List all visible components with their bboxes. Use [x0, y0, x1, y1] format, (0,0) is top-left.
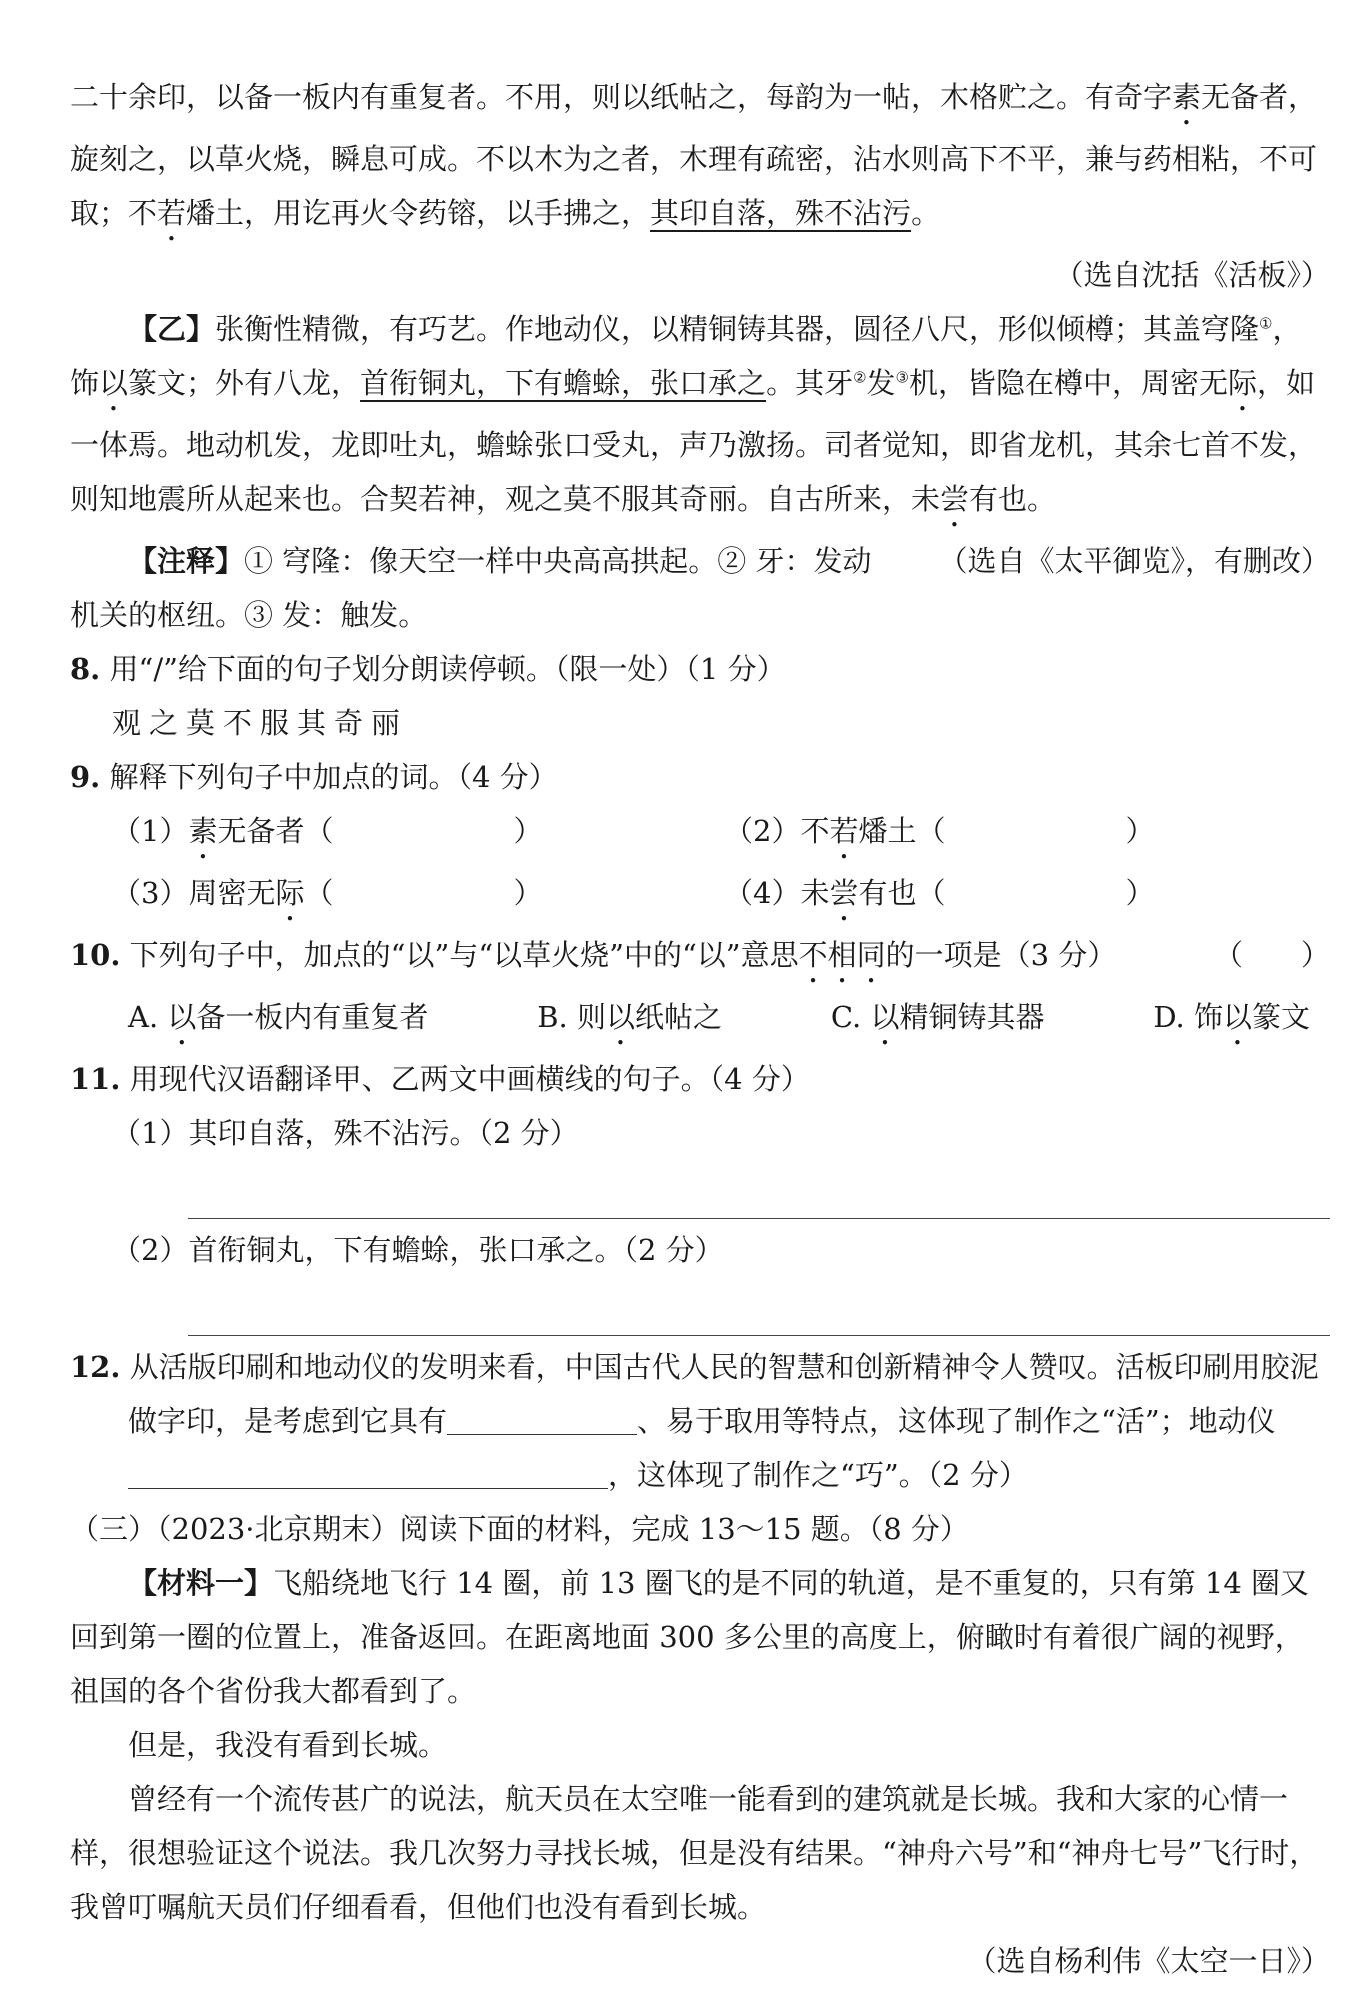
option-a[interactable]: A. 以备一板内有重复者 [128, 1000, 429, 1034]
source-yi: （选自《太平御览》，有删改） [938, 544, 1330, 578]
question-10-options [70, 990, 1330, 1052]
source-jia: （选自沈括《活板》） [1054, 258, 1330, 292]
material-1-para-1: 【材料一】飞船绕地飞行 14 圈，前 13 圈飞的是不同的轨道，是不重复的，只有第 14 圈又回到第一圈的位置上，准备返回。在距离地面 300 多公里的高度上，俯瞰时有着很广阔的视野，祖国的各个省份我大都看到了。 [70, 1566, 1310, 1708]
answer-paren[interactable]: （ ） [1213, 938, 1330, 972]
emphasis-char: 际 [1228, 366, 1258, 400]
question-11-sub-2: （2）首衔铜丸，下有蟾蜍，张口承之。（2 分） [112, 1233, 724, 1267]
question-12: 12. 从活版印刷和地动仪的发明来看，中国古代人民的智慧和创新精神令人赞叹。活板印刷用胶泥做字印，是考虑到它具有 、易于取用等特点，这体现了制作之“活”；地动仪，这体现了制作之“巧”。（2 分） [70, 1350, 1319, 1492]
q9-item-2: （2）不若燔土（ ） [724, 804, 1155, 866]
fill-blank-1[interactable] [447, 1400, 637, 1435]
answer-line-2[interactable] [188, 1277, 1330, 1336]
question-9: 9. 解释下列句子中加点的词。（4 分） [70, 760, 558, 794]
option-b[interactable]: B. 则以纸帖之 [537, 1000, 723, 1034]
answer-blank[interactable] [945, 873, 1125, 907]
question-8: 8. 用“/”给下面的句子划分朗读停顿。（限一处）（1 分） [70, 652, 786, 686]
fill-blank-2[interactable] [128, 1454, 608, 1489]
q9-item-3: （3）周密无际（ ） [112, 866, 724, 928]
emphasis-char: 以 [99, 366, 129, 400]
answer-blank[interactable] [333, 873, 513, 907]
answer-blank[interactable] [333, 811, 513, 845]
question-8-sentence: 观之莫不服其奇丽 [112, 706, 409, 740]
q9-item-4: （4）未尝有也（ ） [724, 866, 1155, 928]
option-d[interactable]: D. 饰以篆文 [1153, 1000, 1310, 1034]
question-11-sub-1: （1）其印自落，殊不沾污。（2 分） [112, 1116, 579, 1150]
question-10: 10. 下列句子中，加点的“以”与“以草火烧”中的“以”意思不相同的一项是（3 分） （ ） [70, 928, 1330, 990]
underlined-sentence-yi: 首衔铜丸，下有蟾蜍，张口承之 [360, 366, 767, 400]
answer-blank[interactable] [945, 811, 1125, 845]
passage-jia: 二十余印，以备一板内有重复者。不用，则以纸帖之，每韵为一帖，木格贮之。有奇字素无备者，旋刻之，以草火烧，瞬息可成。不以木为之者，木理有疏密，沾水则高下不平，兼与药相粘，不可取；不若燔土，用讫再火令药镕，以手拂之，其印自落，殊不沾污。 [70, 80, 1318, 230]
emphasis-char: 若 [157, 196, 187, 230]
option-c[interactable]: C. 以精铜铸其器 [830, 1000, 1045, 1034]
answer-line-1[interactable] [188, 1160, 1330, 1219]
material-1-para-2: 但是，我没有看到长城。 [128, 1728, 448, 1762]
passage-yi: 【乙】张衡性精微，有巧艺。作地动仪，以精铜铸其器，圆径八尺，形似倾樽；其盖穹隆①，饰以篆文；外有八龙，首衔铜丸，下有蟾蜍，张口承之。其牙②发③机，皆隐在樽中，周密无际，如一体焉。地动机发，龙即吐丸，蟾蜍张口受丸，声乃激扬。司者觉知，即省龙机，其余七首不发，则知地震所从起来也。合契若神，观之莫不服其奇丽。自古所来，未尝有也。 （选自《太平御览》，有删改） [70, 302, 1330, 534]
question-9-row-1 [70, 804, 1330, 866]
section-3-header: （三）（2023·北京期末）阅读下面的材料，完成 13～15 题。（8 分） [70, 1512, 969, 1546]
question-9-row-2 [70, 866, 1330, 928]
notes: 【注释】① 穹隆：像天空一样中央高高拱起。② 牙：发动机关的枢纽。③ 发：触发。 [70, 544, 872, 632]
exam-page [70, 70, 1330, 1988]
passage-label: 【乙】 [128, 312, 216, 346]
material-1-para-3: 曾经有一个流传甚广的说法，航天员在太空唯一能看到的建筑就是长城。我和大家的心情一样，很想验证这个说法。我几次努力寻找长城，但是没有结果。“神舟六号”和“神舟七号”飞行时，我曾叮嘱航天员们仔细看看，但他们也没有看到长城。 [70, 1782, 1319, 1924]
emphasis-char: 素 [1172, 80, 1202, 114]
q9-item-1: （1）素无备者（ ） [112, 804, 724, 866]
question-11: 11. 用现代汉语翻译甲、乙两文中画横线的句子。（4 分） [70, 1062, 810, 1096]
emphasis-char: 尝 [940, 482, 970, 516]
underlined-sentence-jia: 其印自落，殊不沾污 [650, 196, 912, 230]
source-material-1: （选自杨利伟《太空一日》） [967, 1944, 1330, 1978]
